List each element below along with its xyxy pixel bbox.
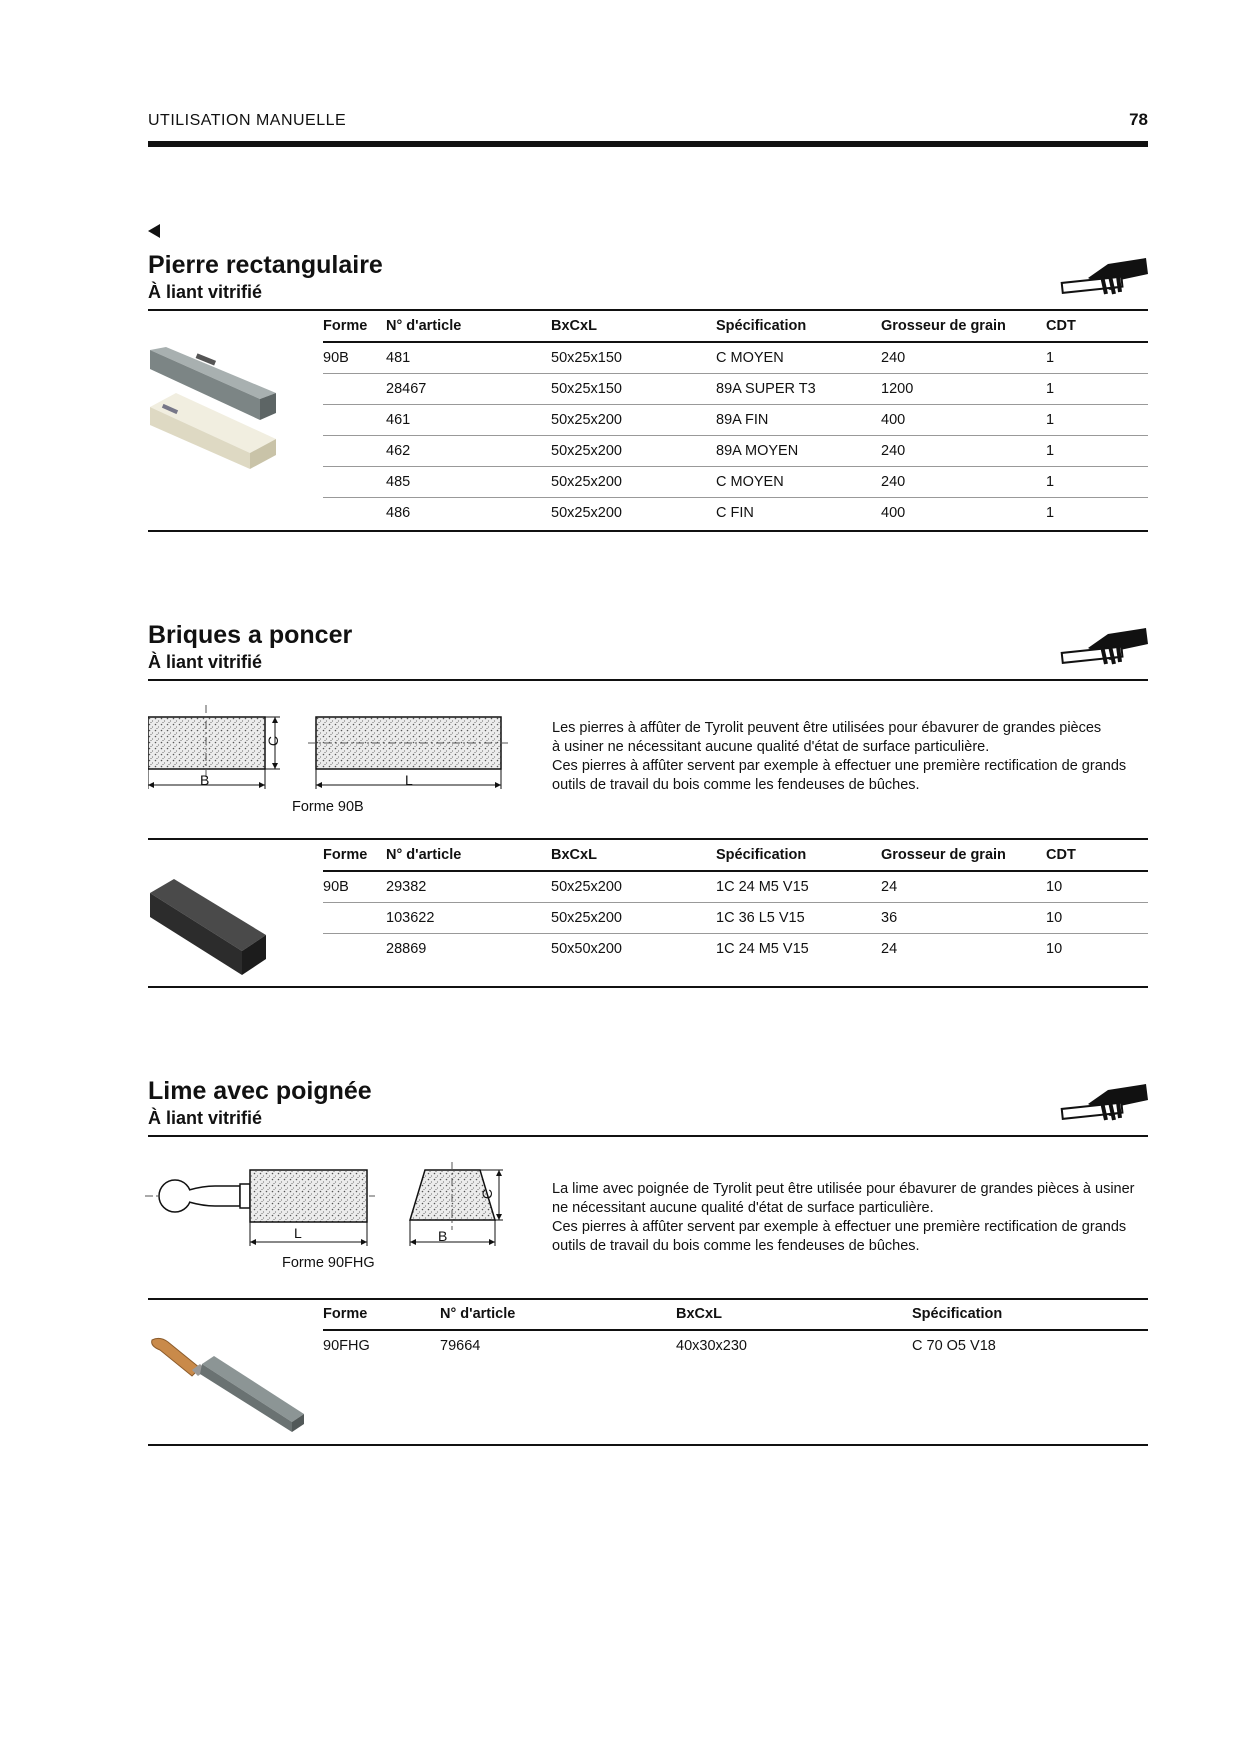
table-row [323, 405, 1148, 436]
table-row [323, 436, 1148, 467]
cell: 103622 [386, 903, 551, 934]
cell: 240 [881, 342, 1046, 374]
cell: 240 [881, 436, 1046, 467]
section-briques-a-poncer [148, 621, 352, 673]
cell: 1 [1046, 405, 1148, 436]
description-line: La lime avec poignée de Tyrolit peut être utilisée pour ébavurer de grandes pièces à usiner [552, 1181, 1135, 1197]
cell: 461 [386, 405, 551, 436]
cell: 1C 36 L5 V15 [716, 903, 881, 934]
col-header: Spécification [912, 1299, 1148, 1330]
page-number: 78 [1129, 110, 1148, 129]
cell: 400 [881, 505, 906, 521]
cell: 481 [386, 342, 551, 374]
cell: 28467 [386, 374, 551, 405]
col-header: N° d'article [386, 311, 551, 342]
cell [323, 498, 386, 529]
col-header: BxCxL [676, 1299, 912, 1330]
dim-label-c: C [265, 735, 282, 747]
cell: 462 [386, 436, 551, 467]
cell: 1 [1046, 374, 1148, 405]
diagram-caption: Forme 90B [292, 799, 364, 815]
section-pierre-rectangulaire [148, 251, 383, 303]
cell: 1200 [881, 374, 1046, 405]
cell: 1 [1046, 505, 1055, 521]
cell: 36 [881, 903, 1046, 934]
table-briques-a-poncer [323, 840, 1148, 964]
cell [323, 903, 386, 934]
cell: 50x25x150 [551, 374, 716, 405]
cell: 28869 [386, 941, 427, 957]
cell: 90FHG [323, 1338, 370, 1354]
cell: 29382 [386, 871, 551, 903]
cell: 400 [881, 405, 1046, 436]
cell: C MOYEN [716, 342, 881, 374]
hand-honing-icon [1060, 254, 1150, 302]
back-arrow-icon[interactable] [148, 224, 160, 238]
cell [323, 436, 386, 467]
col-header: BxCxL [551, 840, 716, 871]
col-header: Spécification [716, 311, 881, 342]
table-pierre-rectangulaire [323, 311, 1148, 528]
dim-label-l: L [294, 1225, 302, 1241]
header-title: UTILISATION MANUELLE [148, 112, 347, 129]
table-row [323, 1330, 1148, 1361]
cell: 24 [881, 871, 1046, 903]
hand-honing-icon [1060, 1080, 1150, 1128]
cell: 90B [323, 871, 386, 903]
hand-honing-icon [1060, 624, 1150, 672]
section-title: Lime avec poignée [148, 1077, 372, 1105]
cell: C MOYEN [716, 467, 881, 498]
cell [323, 467, 386, 498]
cell: 79664 [440, 1338, 481, 1354]
table-lime-avec-poignee [323, 1299, 1148, 1361]
table-row [323, 467, 1148, 498]
cell: 1 [1046, 342, 1148, 374]
table-row [323, 871, 1148, 903]
cell [323, 405, 386, 436]
cell: 40x30x230 [676, 1338, 747, 1354]
cell: 1 [1046, 436, 1148, 467]
description-line: outils de travail du bois comme les fendeuses de bûches. [552, 777, 920, 793]
product-image-lime [148, 1334, 308, 1434]
section-title: Pierre rectangulaire [148, 251, 383, 279]
table-row [323, 903, 1148, 934]
cell: 90B [323, 342, 386, 374]
section-rule [148, 1135, 1148, 1137]
cell: 1C 24 M5 V15 [716, 941, 809, 957]
cell [323, 374, 386, 405]
col-header: CDT [1046, 311, 1148, 342]
section-description [552, 1180, 1152, 1256]
section-description [552, 719, 1152, 795]
diagram-caption: Forme 90FHG [282, 1255, 375, 1271]
cell [323, 934, 386, 965]
description-line: outils de travail du bois comme les fendeuses de bûches. [552, 1238, 920, 1254]
col-header: Grosseur de grain [881, 311, 1046, 342]
cell: 89A MOYEN [716, 436, 881, 467]
table-row [323, 498, 1148, 529]
section-bottom-rule [148, 530, 1148, 532]
col-header: Grosseur de grain [881, 840, 1046, 871]
cell: 10 [1046, 871, 1148, 903]
section-subtitle: À liant vitrifié [148, 652, 263, 672]
section-subtitle: À liant vitrifié [148, 1108, 263, 1128]
section-lime-avec-poignee [148, 1077, 372, 1129]
cell: C 70 O5 V18 [912, 1338, 996, 1354]
cell: 10 [1046, 903, 1148, 934]
cell: 89A SUPER T3 [716, 374, 881, 405]
cell: 50x25x200 [551, 436, 716, 467]
cell: 50x50x200 [551, 941, 622, 957]
description-line: Ces pierres à affûter servent par exemple à effectuer une première rectification de grands [552, 1219, 1127, 1235]
dim-label-c: C [479, 1188, 496, 1200]
col-header: CDT [1046, 840, 1148, 871]
section-title: Briques a poncer [148, 621, 353, 649]
technical-drawing-90fhg [145, 1160, 520, 1255]
description-line: Ces pierres à affûter servent par exemple à effectuer une première rectification de grands [552, 758, 1127, 774]
cell: 1 [1046, 467, 1148, 498]
section-subtitle: À liant vitrifié [148, 282, 263, 302]
col-header: Forme [323, 1299, 440, 1330]
cell: 50x25x200 [551, 903, 716, 934]
dim-label-b: B [200, 772, 210, 788]
header-rule [148, 141, 1148, 147]
section-rule [148, 679, 1148, 681]
cell: 50x25x200 [551, 871, 716, 903]
cell: 50x25x150 [551, 342, 716, 374]
cell: 50x25x200 [551, 467, 716, 498]
description-line: ne nécessitant aucune qualité d'état de surface particulière. [552, 1200, 934, 1216]
dim-label-b: B [438, 1228, 448, 1244]
cell: 89A FIN [716, 405, 881, 436]
cell: 485 [386, 467, 551, 498]
col-header: BxCxL [551, 311, 716, 342]
col-header: Forme [323, 311, 386, 342]
dim-label-l: L [405, 772, 413, 788]
cell: 240 [881, 467, 1046, 498]
table-row [323, 374, 1148, 405]
col-header: Forme [323, 840, 386, 871]
product-image-brique [148, 875, 268, 980]
cell: 1C 24 M5 V15 [716, 871, 881, 903]
cell: 50x25x200 [551, 405, 716, 436]
description-line: à usiner ne nécessitant aucune qualité d'état de surface particulière. [552, 739, 990, 755]
section-bottom-rule [148, 1444, 1148, 1446]
product-image-pierre [148, 345, 278, 475]
col-header: N° d'article [386, 840, 551, 871]
cell: C FIN [716, 505, 754, 521]
description-line: Les pierres à affûter de Tyrolit peuvent être utilisées pour ébavurer de grandes pièces [552, 720, 1102, 736]
section-bottom-rule [148, 986, 1148, 988]
cell: 50x25x200 [551, 505, 622, 521]
col-header: N° d'article [440, 1299, 676, 1330]
cell: 24 [881, 941, 898, 957]
table-row [323, 342, 1148, 374]
table-row [323, 934, 1148, 965]
cell: 10 [1046, 941, 1063, 957]
cell: 486 [386, 505, 411, 521]
col-header: Spécification [716, 840, 881, 871]
